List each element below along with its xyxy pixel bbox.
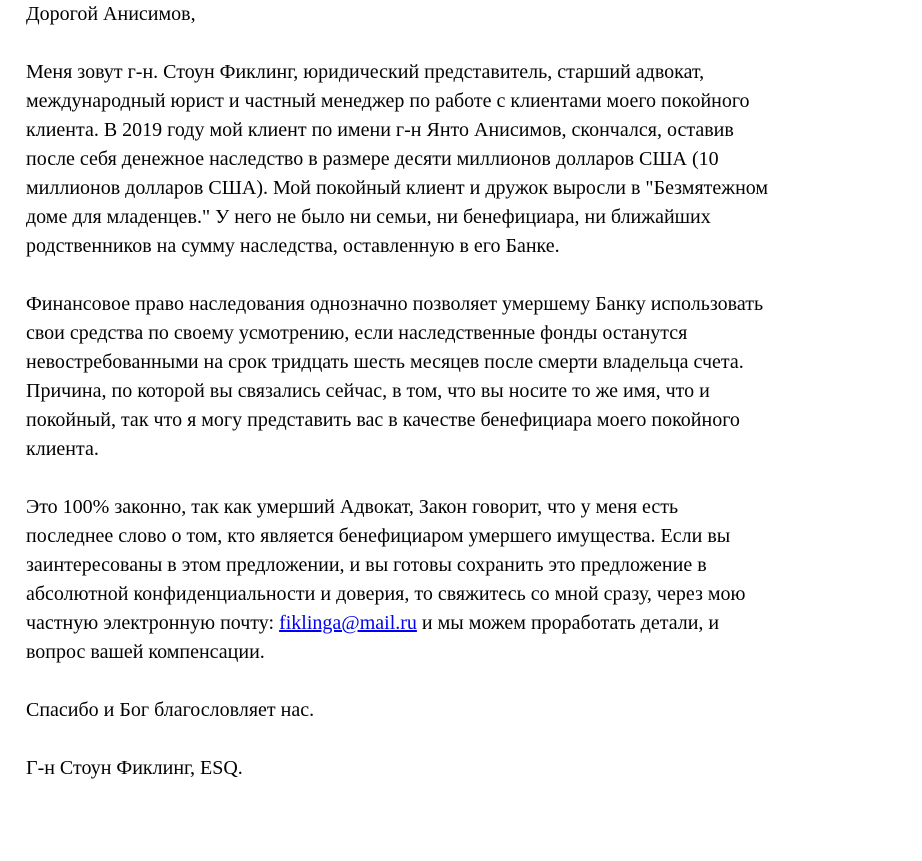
signature-line: Г-н Стоун Фиклинг, ESQ.: [26, 757, 243, 779]
paragraph-line: невостребованными на срок тридцать шесть месяцев после смерти владельца счета.: [26, 351, 744, 373]
paragraph-line: родственников на сумму наследства, оставленную в его Банке.: [26, 235, 560, 257]
paragraph-line: международный юрист и частный менеджер по работе с клиентами моего покойного: [26, 90, 750, 112]
paragraph-line: клиента. В 2019 году мой клиент по имени г-н Янто Анисимов, скончался, оставив: [26, 119, 734, 141]
paragraph-line: свои средства по своему усмотрению, если наследственные фонды останутся: [26, 322, 688, 344]
paragraph-line: Это 100% законно, так как умерший Адвокат, Закон говорит, что у меня есть: [26, 496, 679, 518]
email-link[interactable]: fiklinga@mail.ru: [279, 612, 417, 634]
paragraph-line: последнее слово о том, кто является бенефициаром умершего имущества. Если вы: [26, 525, 731, 547]
closing-line: Спасибо и Бог благословляет нас.: [26, 699, 315, 721]
paragraph-1: [26, 58, 918, 261]
paragraph-gap: [26, 261, 918, 290]
paragraph-line: вопрос вашей компенсации.: [26, 641, 265, 663]
email-line: [26, 609, 918, 638]
paragraph-line: покойный, так что я могу представить вас в качестве бенефициара моего покойного: [26, 409, 740, 431]
greeting-line: Дорогой Анисимов,: [26, 3, 196, 25]
paragraph-line: заинтересованы в этом предложении, и вы готовы сохранить это предложение в: [26, 554, 707, 576]
paragraph-gap: [26, 29, 918, 58]
paragraph-2: [26, 290, 918, 464]
email-line-suffix: и мы можем проработать детали, и: [416, 612, 720, 634]
email-line-prefix: частную электронную почту:: [26, 612, 280, 634]
paragraph-line: после себя денежное наследство в размере десяти миллионов долларов США (10: [26, 148, 719, 170]
paragraph-line: доме для младенцев." У него не было ни семьи, ни бенефициара, ни ближайших: [26, 206, 711, 228]
paragraph-gap: [26, 725, 918, 754]
paragraph-line: миллионов долларов США). Мой покойный клиент и дружок выросли в "Безмятежном: [26, 177, 769, 199]
paragraph-line: клиента.: [26, 438, 99, 460]
paragraph-line: Финансовое право наследования однозначно позволяет умершему Банку использовать: [26, 293, 764, 315]
paragraph-line: Меня зовут г-н. Стоун Фиклинг, юридический представитель, старший адвокат,: [26, 61, 705, 83]
email-letter-body: [26, 0, 918, 783]
paragraph-line: Причина, по которой вы связались сейчас, в том, что вы носите то же имя, что и: [26, 380, 710, 402]
paragraph-gap: [26, 667, 918, 696]
paragraph-gap: [26, 464, 918, 493]
paragraph-line: абсолютной конфиденциальности и доверия, то свяжитесь со мной сразу, через мою: [26, 583, 746, 605]
paragraph-3: [26, 493, 918, 667]
